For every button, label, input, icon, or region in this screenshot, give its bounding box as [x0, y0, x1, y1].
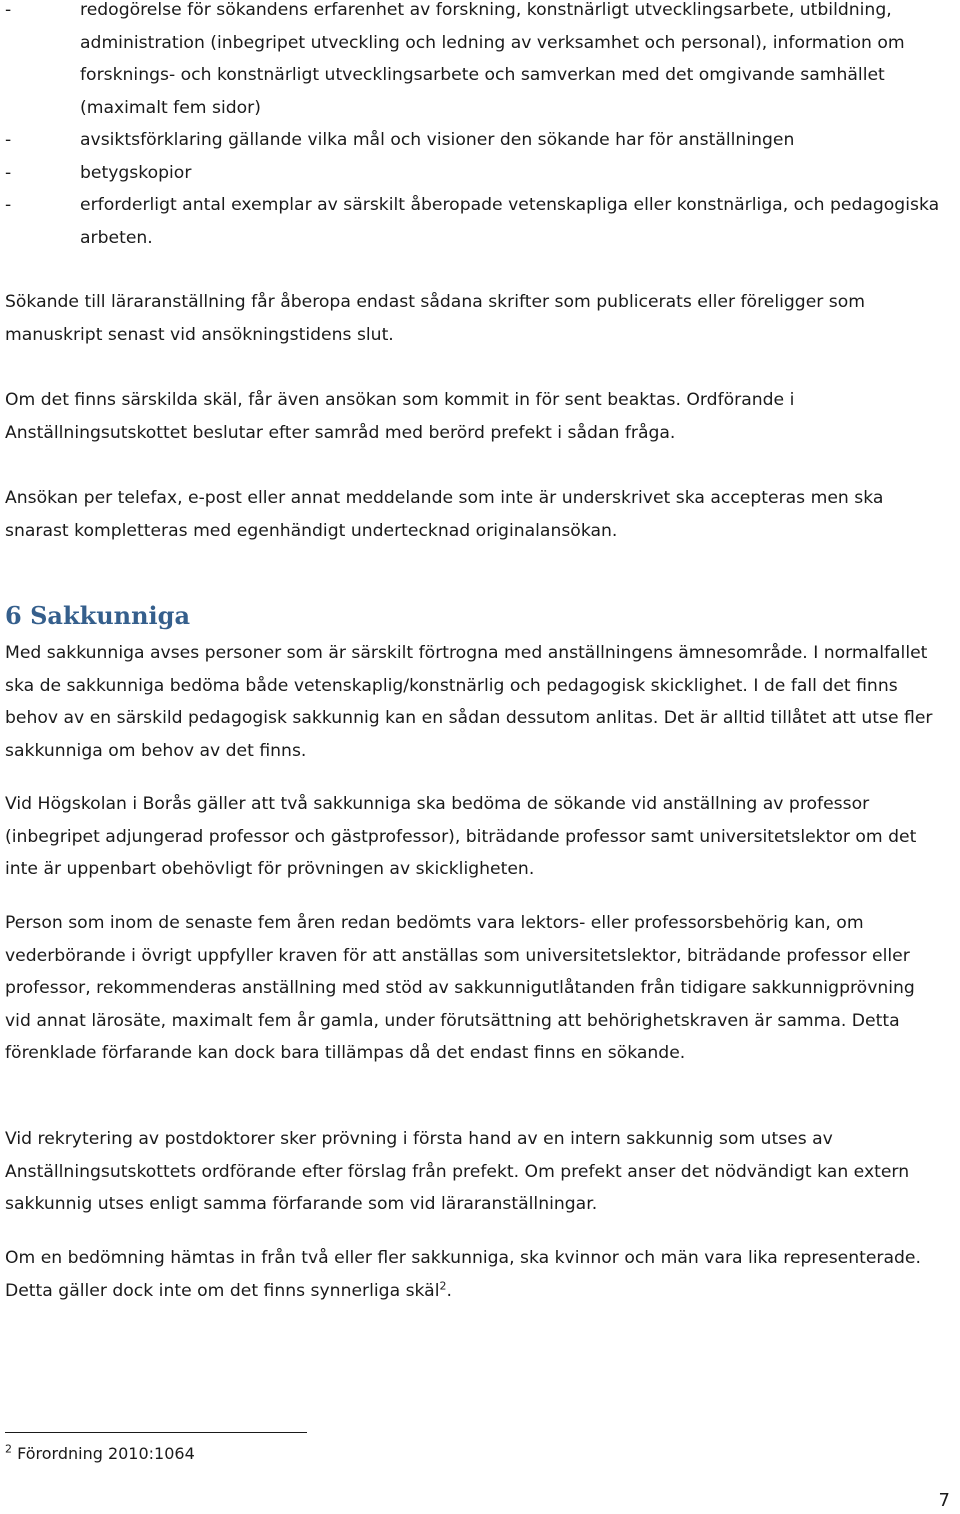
requirements-list: [5, 0, 940, 254]
list-item-text: avsiktsförklaring gällande vilka mål och visioner den sökande har för anställningen: [80, 130, 795, 150]
section-heading: [5, 598, 190, 634]
list-item: [5, 124, 940, 157]
paragraph-end: .: [446, 1280, 452, 1301]
list-item: [5, 189, 940, 254]
list-dash: -: [5, 130, 12, 150]
section-title: Sakkunniga: [30, 601, 190, 630]
footnote-number: 2: [5, 1442, 12, 1456]
list-dash: -: [5, 195, 12, 215]
list-dash: -: [5, 0, 12, 20]
paragraph-previous-assessment: Person som inom de senaste fem åren redan bedömts vara lektors- eller professorsbehörig kan, om vederbörande i övrigt uppfyller kraven för att anställas som universitetslektor, biträdande professor eller professor, rekommenderas anställning med stöd av sakkunnigutlåtanden från tidigare sakkunnigprövning vid annat lärosäte, maximalt fem år gamla, under förutsättning att behörighetskraven är samma. Detta förenklade förfarande kan dock bara tillämpas då det endast finns en sökande.: [5, 913, 915, 1063]
footnote-text: Förordning 2010:1064: [12, 1444, 195, 1463]
paragraph-unsigned-applications: Ansökan per telefax, e-post eller annat meddelande som inte är underskrivet ska accepteras men ska snarast kompletteras med egenhändigt undertecknad originalansökan.: [5, 488, 884, 541]
list-item-text: erforderligt antal exemplar av särskilt åberopade vetenskapliga eller konstnärliga, och pedagogiska arbeten.: [80, 195, 940, 248]
footnote-separator: [5, 1432, 307, 1433]
list-item-text: redogörelse för sökandens erfarenhet av forskning, konstnärligt utvecklingsarbete, utbildning, administration (inbegripet utveckling och ledning av verksamhet och personal), information om forsknings- och konstnärligt utvecklingsarbete och samverkan med det omgivande samhället (maximalt fem sidor): [80, 0, 905, 118]
list-item: [5, 157, 940, 190]
list-item: [5, 0, 940, 124]
paragraph-two-experts: Vid Högskolan i Borås gäller att två sakkunniga ska bedöma de sökande vid anställning av professor (inbegripet adjungerad professor och gästprofessor), biträdande professor samt universitetslektor om det inte är uppenbart obehövligt för prövningen av skickligheten.: [5, 794, 917, 879]
section-number: 6: [5, 601, 22, 630]
footnote: [5, 1440, 195, 1468]
list-item-text: betygskopior: [80, 162, 192, 183]
paragraph-postdoc: Vid rekrytering av postdoktorer sker prövning i första hand av en intern sakkunnig som utses av Anställningsutskottets ordförande efter förslag från prefekt. Om prefekt anser det nödvändigt kan extern sakkunnig utses enligt samma förfarande som vid läraranställningar.: [5, 1129, 910, 1214]
paragraph-late-applications: Om det finns särskilda skäl, får även ansökan som kommit in för sent beaktas. Ordförande i Anställningsutskottet beslutar efter samråd med berörd prefekt i sådan fråga.: [5, 390, 795, 443]
paragraph-text: Om en bedömning hämtas in från två eller fler sakkunniga, ska kvinnor och män vara lika representerade. Detta gäller dock inte om det finns synnerliga skäl: [5, 1248, 921, 1301]
paragraph-publications: Sökande till läraranställning får åberopa endast sådana skrifter som publicerats eller föreligger som manuskript senast vid ansökningstidens slut.: [5, 292, 866, 345]
paragraph-experts-definition: Med sakkunniga avses personer som är särskilt förtrogna med anställningens ämnesområde. I normalfallet ska de sakkunniga bedöma både vetenskaplig/konstnärlig och pedagogisk skicklighet. I de fall det finns behov av en särskild pedagogisk sakkunnig kan en sådan dessutom anlitas. Det är alltid tillåtet att utse fler sakkunniga om behov av det finns.: [5, 643, 933, 761]
paragraph-gender-balance: [5, 1242, 940, 1307]
page-number: 7: [938, 1490, 950, 1511]
footnote-reference[interactable]: 2: [439, 1278, 447, 1292]
list-dash: -: [5, 162, 12, 183]
